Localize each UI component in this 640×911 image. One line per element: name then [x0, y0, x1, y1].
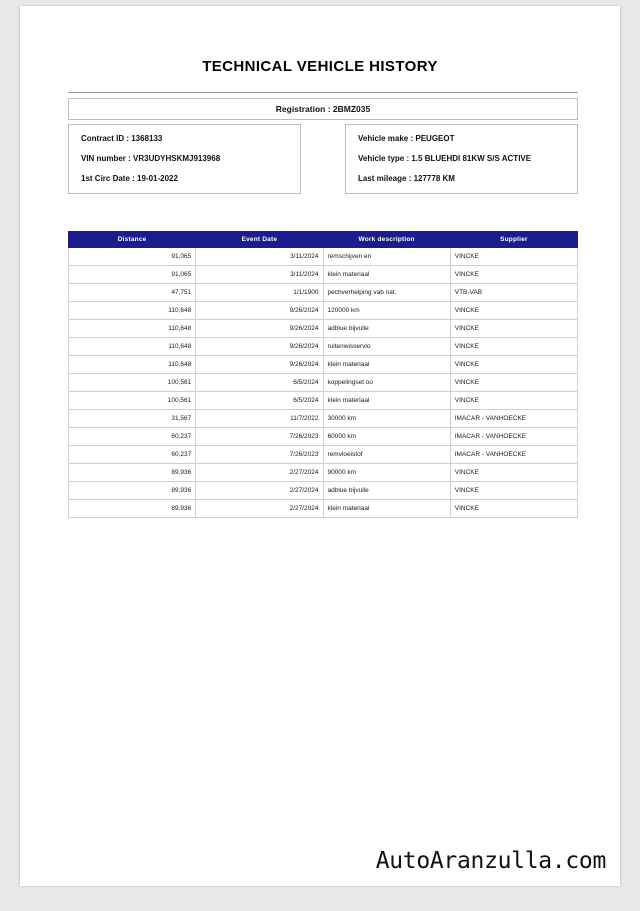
cell-work-description: ruitenwisservlo [323, 338, 450, 356]
cell-event-date: 7/26/2023 [196, 446, 323, 464]
table-row [69, 446, 578, 464]
vehicle-info-panel [345, 124, 578, 194]
contract-info-panel [68, 124, 301, 194]
cell-supplier: VINCKE [450, 500, 577, 518]
cell-distance: 47,751 [69, 284, 196, 302]
cell-event-date: 9/26/2024 [196, 338, 323, 356]
cell-distance: 91,065 [69, 248, 196, 266]
cell-distance: 89,936 [69, 500, 196, 518]
cell-event-date: 2/27/2024 [196, 500, 323, 518]
cell-distance: 100,561 [69, 374, 196, 392]
cell-work-description: 60000 km [323, 428, 450, 446]
column-header-work-description: Work description [323, 232, 450, 248]
cell-supplier: VINCKE [450, 392, 577, 410]
vin-number-label: VIN number : VR3UDYHSKMJ913968 [81, 154, 221, 163]
vehicle-type-label: Vehicle type : 1.5 BLUEHDI 81KW S/S ACTIVE [358, 154, 532, 163]
table-row [69, 392, 578, 410]
cell-distance: 110,648 [69, 302, 196, 320]
cell-work-description: klein materiaal [323, 500, 450, 518]
title-divider [68, 92, 578, 93]
cell-event-date: 6/5/2024 [196, 374, 323, 392]
cell-supplier: VTB-VAB [450, 284, 577, 302]
table-row [69, 482, 578, 500]
cell-event-date: 9/26/2024 [196, 320, 323, 338]
vehicle-make-label: Vehicle make : PEUGEOT [358, 134, 455, 143]
cell-supplier: VINCKE [450, 266, 577, 284]
column-header-supplier: Supplier [450, 232, 577, 248]
cell-work-description: klein materiaal [323, 356, 450, 374]
cell-distance: 100,561 [69, 392, 196, 410]
cell-event-date: 2/27/2024 [196, 482, 323, 500]
cell-work-description: klein materiaal [323, 392, 450, 410]
registration-label: Registration : 2BMZ035 [275, 104, 371, 114]
document-page [20, 6, 620, 886]
cell-work-description: remschijven en [323, 248, 450, 266]
cell-work-description: 90000 km [323, 464, 450, 482]
cell-distance: 110,648 [69, 338, 196, 356]
table-row [69, 356, 578, 374]
column-header-event-date: Event Date [196, 232, 323, 248]
cell-supplier: VINCKE [450, 374, 577, 392]
cell-work-description: adblue bijvulle [323, 320, 450, 338]
cell-distance: 91,065 [69, 266, 196, 284]
table-header-row [69, 232, 578, 248]
cell-work-description: 30000 km [323, 410, 450, 428]
cell-distance: 89,936 [69, 482, 196, 500]
cell-event-date: 3/11/2024 [196, 266, 323, 284]
table-row [69, 500, 578, 518]
cell-supplier: VINCKE [450, 302, 577, 320]
cell-distance: 31,567 [69, 410, 196, 428]
table-row [69, 464, 578, 482]
cell-event-date: 6/5/2024 [196, 392, 323, 410]
cell-work-description: adblue bijvulle [323, 482, 450, 500]
table-row [69, 302, 578, 320]
cell-work-description: pechverhelping vab nat. [323, 284, 450, 302]
cell-event-date: 2/27/2024 [196, 464, 323, 482]
table-row [69, 374, 578, 392]
table-row [69, 338, 578, 356]
vehicle-history-table [68, 231, 578, 518]
table-row [69, 428, 578, 446]
cell-supplier: VINCKE [450, 482, 577, 500]
cell-work-description: 120000 km [323, 302, 450, 320]
cell-work-description: koppelingset oo [323, 374, 450, 392]
cell-supplier: IMACAR - VANHOECKE [450, 410, 577, 428]
table-row [69, 248, 578, 266]
cell-supplier: IMACAR - VANHOECKE [450, 446, 577, 464]
cell-supplier: VINCKE [450, 248, 577, 266]
cell-supplier: VINCKE [450, 320, 577, 338]
registration-box [68, 98, 578, 120]
cell-distance: 89,936 [69, 464, 196, 482]
table-row [69, 266, 578, 284]
cell-distance: 110,648 [69, 320, 196, 338]
table-row [69, 284, 578, 302]
cell-work-description: klein materiaal [323, 266, 450, 284]
cell-event-date: 9/26/2024 [196, 302, 323, 320]
cell-supplier: VINCKE [450, 464, 577, 482]
table-row [69, 410, 578, 428]
cell-event-date: 1/1/1900 [196, 284, 323, 302]
cell-work-description: remvloeistof [323, 446, 450, 464]
contract-id-label: Contract ID : 1368133 [81, 134, 163, 143]
last-mileage-label: Last mileage : 127778 KM [358, 174, 455, 183]
cell-distance: 110,648 [69, 356, 196, 374]
vehicle-info-row [68, 124, 578, 194]
cell-event-date: 9/26/2024 [196, 356, 323, 374]
cell-distance: 60,237 [69, 446, 196, 464]
table-row [69, 320, 578, 338]
cell-distance: 60,237 [69, 428, 196, 446]
cell-supplier: VINCKE [450, 338, 577, 356]
cell-event-date: 3/11/2024 [196, 248, 323, 266]
table-body [69, 248, 578, 518]
cell-event-date: 11/7/2022 [196, 410, 323, 428]
cell-supplier: VINCKE [450, 356, 577, 374]
cell-supplier: IMACAR - VANHOECKE [450, 428, 577, 446]
first-circ-date-label: 1st Circ Date : 19-01-2022 [81, 174, 178, 183]
watermark: AutoAranzulla.com [375, 848, 606, 874]
page-title: TECHNICAL VEHICLE HISTORY [202, 58, 438, 75]
cell-event-date: 7/26/2023 [196, 428, 323, 446]
column-header-distance: Distance [69, 232, 196, 248]
